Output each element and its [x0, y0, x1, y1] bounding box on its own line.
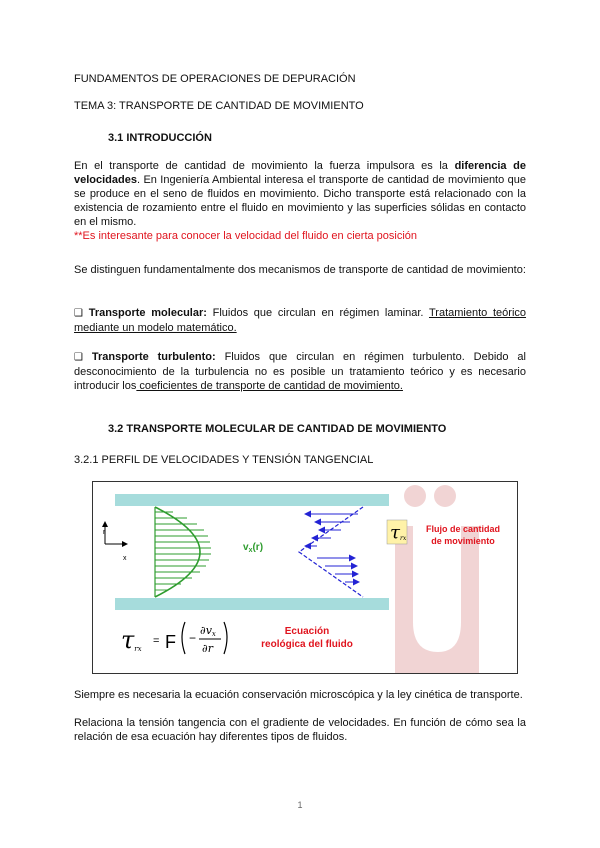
bullet-square-icon: ❑	[74, 352, 83, 363]
intro-text-a: En el transporte de cantidad de movimiento la fuerza impulsora es la	[74, 160, 455, 172]
mechanisms-paragraph: Se distinguen fundamentalmente dos mecanismos de transporte de cantidad de movimiento:	[74, 264, 526, 276]
relation-paragraph: Relaciona la tensión tangencia con el gradiente de velocidades. En función de cómo sea la relación de esa ecuación hay diferentes tipos de fluidos.	[74, 717, 526, 743]
svg-text:∂r: ∂r	[202, 642, 213, 655]
section-3-2-heading: 3.2 TRANSPORTE MOLECULAR DE CANTIDAD DE MOVIMIENTO	[108, 423, 447, 435]
intro-paragraph	[74, 159, 526, 243]
bullet-molecular-text: Fluidos que circulan en régimen laminar.	[206, 307, 429, 319]
pipe-wall-bottom	[115, 598, 389, 610]
svg-text:F: F	[165, 632, 176, 652]
watermark-logo	[395, 485, 479, 673]
equation-label-line1: Ecuación	[284, 626, 330, 637]
conservation-paragraph: Siempre es necesaria la ecuación conservación microscópica y la ley cinética de transporte.	[74, 689, 523, 701]
svg-text:∂vx: ∂vx	[200, 624, 216, 638]
watermark-shape	[395, 526, 479, 673]
axis-r-label: r	[103, 529, 106, 536]
equation-label-line2: reológica del fluido	[261, 639, 353, 650]
bullet-molecular	[74, 306, 526, 335]
svg-text:τrx: τrx	[121, 626, 142, 654]
bullet-turbulent-underlined: coeficientes de transporte de cantidad de movimiento.	[136, 380, 403, 392]
velocity-profile-curve	[155, 507, 211, 597]
header-topic-title: TEMA 3: TRANSPORTE DE CANTIDAD DE MOVIMIENTO	[74, 100, 364, 112]
rheological-equation	[121, 622, 227, 655]
bullet-molecular-title: Transporte molecular:	[88, 307, 207, 319]
intro-text-b: . En Ingeniería Ambiental interesa el transporte de cantidad de movimiento que se produce en el seno de fluidos en movimiento. Dicho transporte está relacionado con la existencia de rozamiento entre el fluido en movimiento y las superficies sólidas en contacto en el mismo.	[74, 174, 526, 228]
page-number: 1	[297, 800, 303, 810]
section-3-1-heading: 3.1 INTRODUCCIÓN	[108, 132, 212, 144]
flux-label-line1: Flujo de cantidad	[425, 524, 501, 534]
axes-icon	[105, 522, 127, 544]
header-course-title: FUNDAMENTOS DE OPERACIONES DE DEPURACIÓN	[74, 73, 356, 85]
figure-canvas	[93, 482, 517, 673]
tau-symbol: τrx	[390, 522, 407, 543]
svg-text:−: −	[189, 631, 197, 645]
bullet-molecular-underlined: Tratamiento teórico mediante un modelo matemático.	[74, 307, 527, 334]
watermark-dot-left	[404, 485, 426, 507]
pipe-wall-top	[115, 494, 389, 506]
intro-bold: diferencia de velocidades	[74, 160, 527, 186]
velocity-label: $v_x(r)$	[243, 542, 264, 554]
bullet-square-icon: ❑	[74, 308, 83, 319]
watermark-dot-right	[434, 485, 456, 507]
velocity-profile-figure	[92, 481, 518, 674]
intro-note: **Es interesante para conocer la velocidad del fluido en cierta posición	[74, 230, 418, 242]
axis-x-label: x	[123, 555, 127, 562]
bullet-turbulent-title: Transporte turbulento:	[91, 351, 216, 363]
bullet-turbulent-text: Fluidos que circulan en régimen turbulento. Debido al desconocimiento de la turbulencia no es posible un tratamiento teórico y es necesario introducir los	[74, 351, 526, 392]
momentum-flux-arrows	[299, 507, 363, 597]
svg-text:=: =	[153, 635, 160, 647]
bullet-turbulent	[74, 350, 526, 393]
subsection-3-2-1-heading: 3.2.1 PERFIL DE VELOCIDADES Y TENSIÓN TANGENCIAL	[74, 454, 374, 466]
flux-label-line2: de movimiento	[431, 536, 495, 546]
